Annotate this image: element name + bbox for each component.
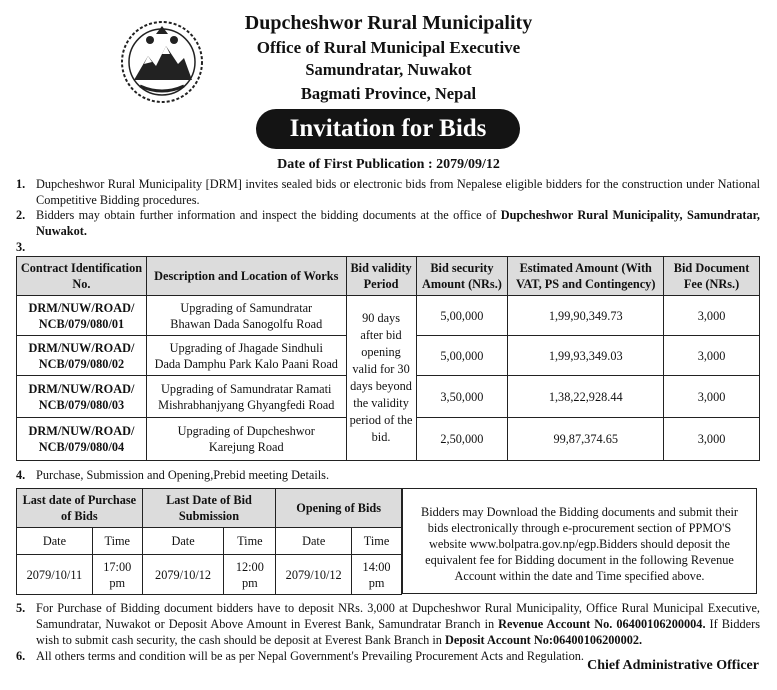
description-line: Upgrading of Dupcheshwor [177,424,315,438]
date-label: Date [276,528,352,555]
date-label: Date [17,528,93,555]
clause-2 [16,207,760,239]
clause-number: 1. [16,177,26,191]
contract-id-part: DRM/NUW/ROAD/ [28,340,135,355]
clause-number: 3. [16,240,26,254]
contract-id-part: NCB/079/080/02 [38,356,125,371]
col-header-fee: Bid Document Fee (NRs.) [664,257,760,296]
download-note [402,488,757,594]
description-line: Upgrading of Samundratar [180,300,313,315]
work-description [146,336,346,376]
document-fee: 3,000 [664,376,760,418]
header-purchase: Last date of Purchase of Bids [17,489,143,528]
clause-1 [16,176,760,208]
schedule-values-row [17,555,402,595]
submission-time: 12:00 pm [224,555,276,595]
contract-id [17,336,147,376]
bids-table [16,256,760,461]
bid-security: 2,50,000 [416,418,508,461]
work-description [146,376,346,418]
clause-number: 4. [16,468,26,482]
bid-security: 5,00,000 [416,296,508,336]
col-header-contract-id: Contract Identification No. [17,257,147,296]
contract-id-part: NCB/079/080/04 [38,440,125,454]
col-header-estimate: Estimated Amount (With VAT, PS and Contingency) [508,257,664,296]
clause-text-part: For Purchase of Bidding document bidders have to deposit NRs. 3,000 at Dupcheshwor Rural Municipality, Office Rural Municipal Executive, Samundratar, Nuwakot or Deposit Above Amount in Everest Bank, Samundratar Branch in [36,601,760,631]
document-fee: 3,000 [664,296,760,336]
document-fee: 3,000 [664,418,760,461]
description-line: Karejung Road [208,440,284,454]
clause-text: Dupcheshwor Rural Municipality [DRM] invites sealed bids or electronic bids from Nepalese eligible bidders for the construction under National Competitive Bidding procedures. [36,177,760,207]
clause-number: 2. [16,208,26,222]
header-opening: Opening of Bids [276,489,402,528]
schedule-subheader-row [17,528,402,555]
bid-security: 3,50,000 [416,376,508,418]
time-label: Time [92,528,142,555]
col-header-description: Description and Location of Works [146,257,346,296]
municipality-name: Dupcheshwor Rural Municipality [244,12,533,34]
description-line: Upgrading of Jhagade Sindhuli [169,340,323,355]
bid-security: 5,00,000 [416,336,508,376]
notice-title-banner: Invitation for Bids [256,109,520,149]
clause-number: 6. [16,649,26,663]
header-submission: Last Date of Bid Submission [142,489,276,528]
clause-text [36,207,760,239]
clause-text: Purchase, Submission and Opening,Prebid meeting Details. [36,468,330,482]
signatory-title: Chief Administrative Officer [587,658,759,673]
description-line: Mishrabhanjyang Ghyangfedi Road [158,397,335,412]
download-note-text: Bidders may Download the Bidding documents and submit their bids electronically through e-procurement section of PPMO'S website www.bolpatra.gov.np/egp.Bidders should deposit the equivalent fee for Bidding document in the following Revenue Account within the date and Time specified above. [421,505,738,583]
estimated-amount: 1,99,93,349.03 [508,336,664,376]
office-address-bold: Dupcheshwor Rural Municipality, Samundratar, Nuwakot. [36,208,761,238]
revenue-account: Revenue Account No. 06400106200004. [498,617,706,631]
bid-validity: 90 days after bid opening valid for 30 days beyond the validity period of the bid. [346,296,416,461]
contract-id-part: DRM/NUW/ROAD/ [28,424,135,438]
description-line: Bhawan Dada Sanogolfu Road [170,316,323,331]
province-name: Bagmati Province, Nepal [300,84,477,103]
description-line: Dada Damphu Park Kalo Paani Road [154,356,338,371]
contract-id-part: NCB/079/080/01 [38,316,125,331]
table-row [17,296,760,336]
schedule-table [16,488,402,595]
clause-text [36,600,760,648]
estimated-amount: 1,99,90,349.73 [508,296,664,336]
clause-text: All others terms and condition will be as per Nepal Government's Prevailing Procurement Acts and Regulation. [36,649,584,663]
contract-id [17,376,147,418]
opening-time: 14:00 pm [352,555,402,595]
col-header-validity: Bid validity Period [346,257,416,296]
contract-id-part: DRM/NUW/ROAD/ [28,300,135,315]
contract-id-part: NCB/079/080/03 [38,397,125,412]
clause-number: 5. [16,601,26,615]
clause-5 [16,600,760,648]
office-location: Samundratar, Nuwakot [305,60,472,79]
clause-4 [16,467,760,483]
contract-id [17,296,147,336]
estimated-amount: 99,87,374.65 [508,418,664,461]
publication-date: Date of First Publication : 2079/09/12 [277,157,500,172]
document-fee: 3,000 [664,336,760,376]
time-label: Time [352,528,402,555]
contract-id [17,418,147,461]
contract-id-part: DRM/NUW/ROAD/ [28,381,135,396]
purchase-time: 17:00 pm [92,555,142,595]
time-label: Time [224,528,276,555]
schedule-header-row [17,489,402,528]
table-header-row [17,257,760,296]
description-line: Upgrading of Samundratar Ramati [161,381,332,396]
office-name: Office of Rural Municipal Executive [256,38,521,57]
estimated-amount: 1,38,22,928.44 [508,376,664,418]
submission-date: 2079/10/12 [142,555,224,595]
purchase-date: 2079/10/11 [17,555,93,595]
work-description [146,418,346,461]
col-header-security: Bid security Amount (NRs.) [416,257,508,296]
clause-text-part: Bidders may obtain further information and inspect the bidding documents at the office of [36,208,501,222]
date-label: Date [142,528,224,555]
opening-date: 2079/10/12 [276,555,352,595]
clause-text-part: If Bidders wish to submit cash security, the cash should be deposit at Everest Bank Branch in [36,617,760,647]
work-description [146,296,346,336]
deposit-account: Deposit Account No:06400106200002. [445,633,643,647]
